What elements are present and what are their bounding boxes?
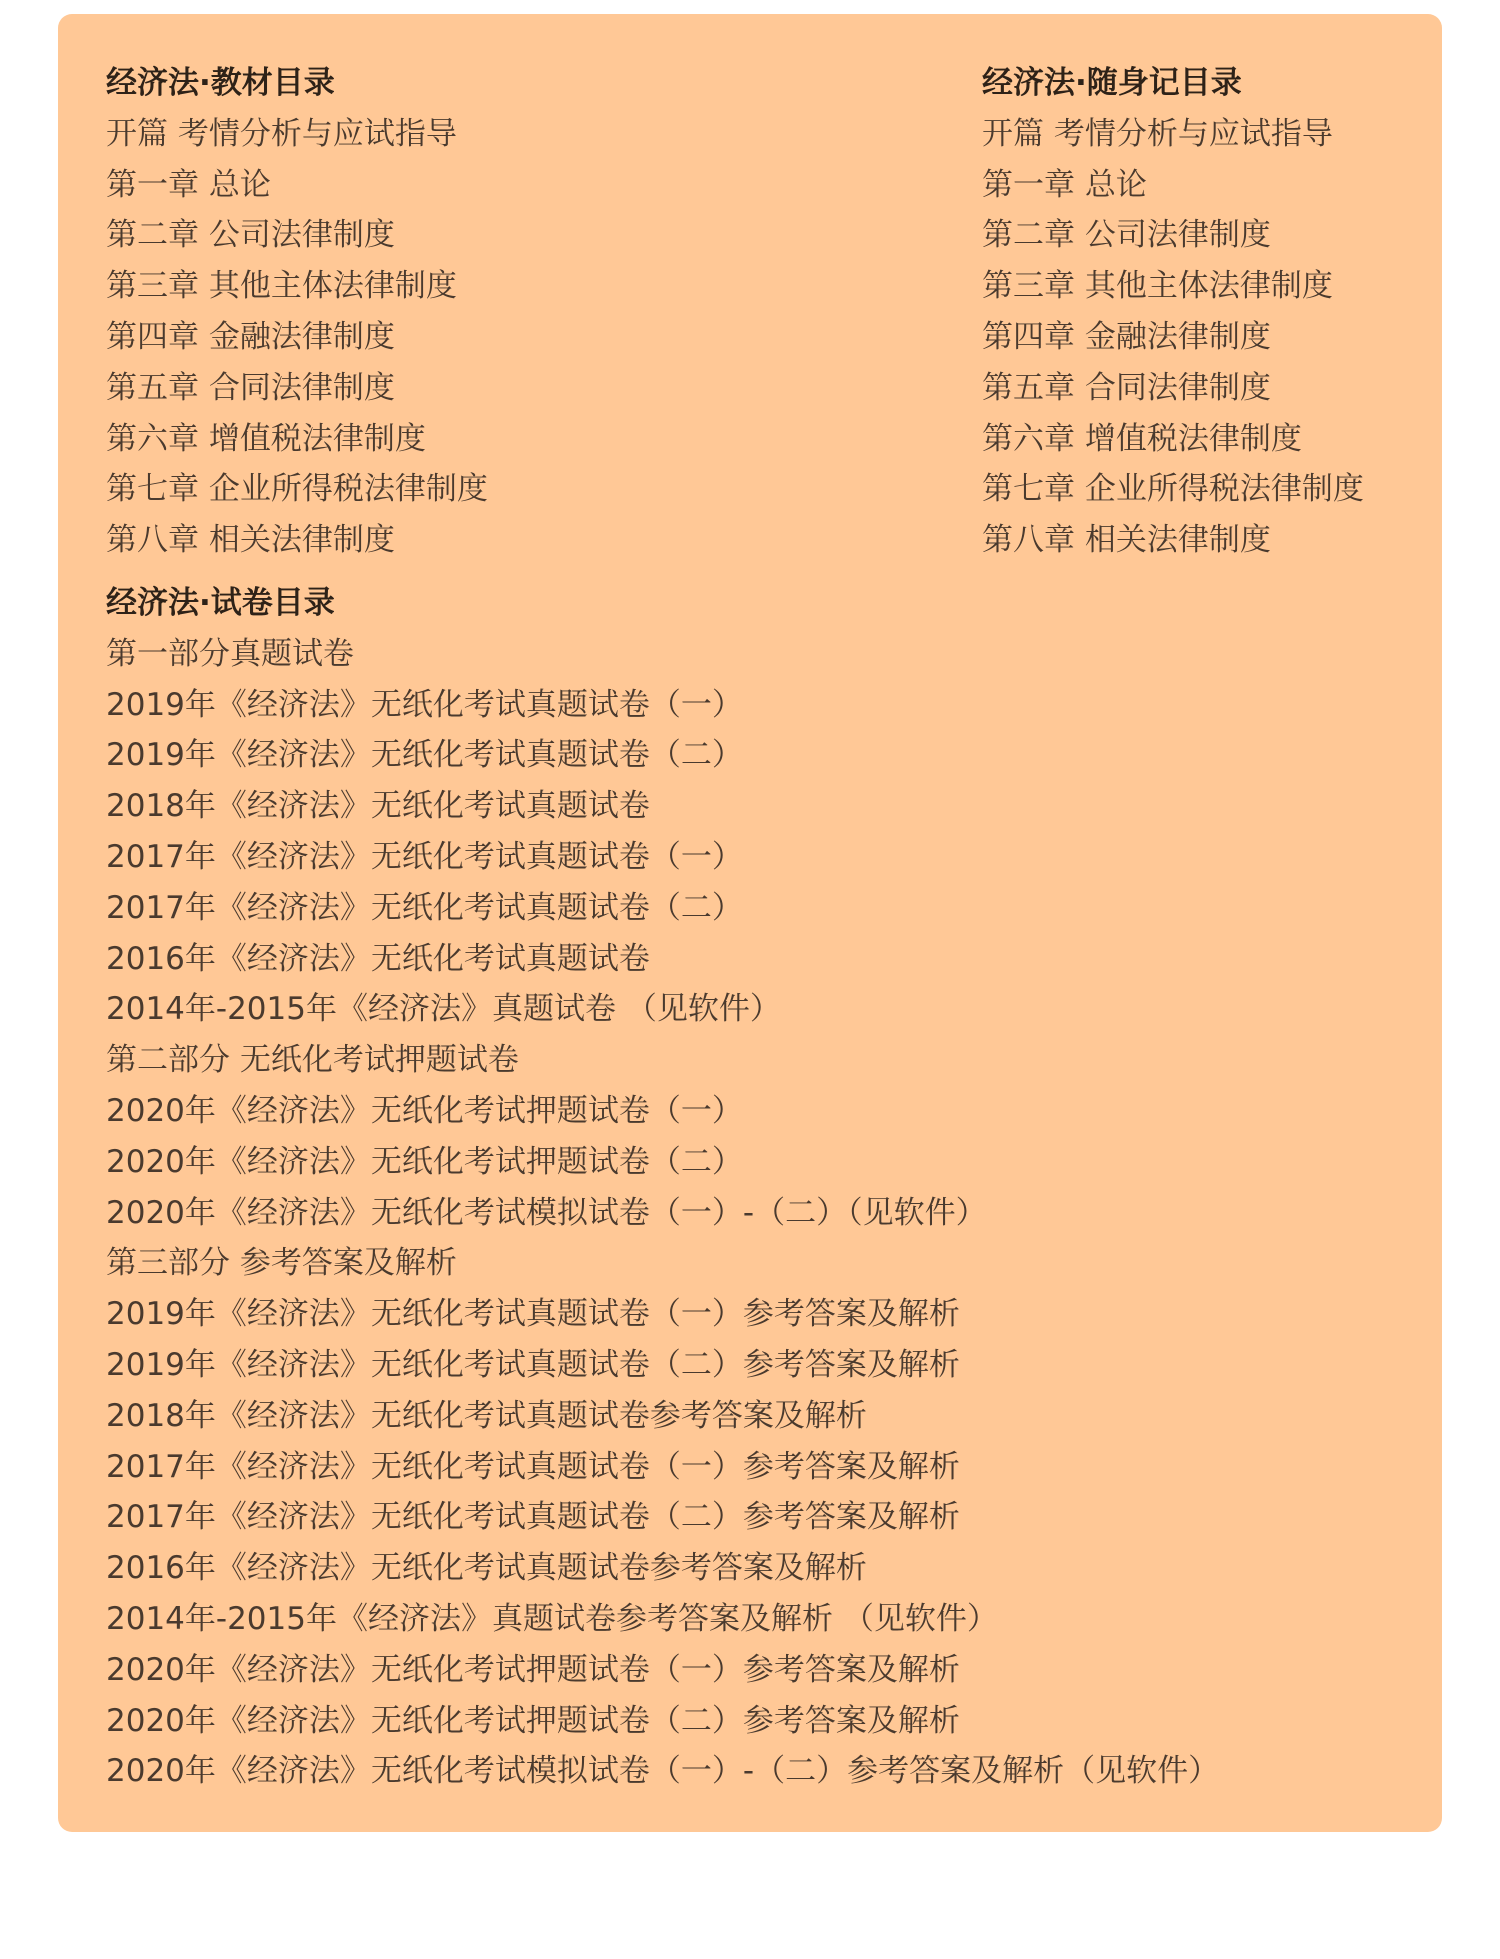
textbook-toc-item: 第四章 金融法律制度 [106, 318, 395, 355]
pocket-toc-item: 第二章 公司法律制度 [982, 217, 1271, 254]
papers-toc-item: 2019年《经济法》无纸化考试真题试卷（二） [106, 737, 743, 774]
papers-toc-item: 2019年《经济法》无纸化考试真题试卷（一）参考答案及解析 [106, 1296, 960, 1333]
textbook-toc-title: 经济法·教材目录 [106, 65, 335, 101]
papers-toc-item: 2017年《经济法》无纸化考试真题试卷（二）参考答案及解析 [106, 1499, 960, 1536]
pocket-toc-item: 第三章 其他主体法律制度 [982, 268, 1333, 305]
papers-toc-item: 2017年《经济法》无纸化考试真题试卷（二） [106, 889, 743, 926]
papers-toc-item: 2020年《经济法》无纸化考试押题试卷（二） [106, 1143, 743, 1180]
papers-toc-item: 2018年《经济法》无纸化考试真题试卷 [106, 788, 650, 825]
textbook-toc-item: 第二章 公司法律制度 [106, 217, 395, 254]
textbook-toc-item: 第七章 企业所得税法律制度 [106, 471, 488, 508]
papers-toc-item: 2020年《经济法》无纸化考试押题试卷（一）参考答案及解析 [106, 1651, 960, 1688]
papers-toc-item: 第一部分真题试卷 [106, 635, 354, 672]
pocket-toc-item: 开篇 考情分析与应试指导 [982, 115, 1333, 152]
papers-toc-item: 第三部分 参考答案及解析 [106, 1245, 457, 1282]
papers-toc-title: 经济法·试卷目录 [106, 584, 335, 621]
papers-toc-item: 第二部分 无纸化考试押题试卷 [106, 1042, 519, 1079]
textbook-toc-item: 开篇 考情分析与应试指导 [106, 115, 457, 152]
pocket-toc-item: 第六章 增值税法律制度 [982, 420, 1302, 457]
papers-toc-item: 2020年《经济法》无纸化考试模拟试卷（一）-（二）参考答案及解析（见软件） [106, 1753, 1220, 1790]
papers-toc-item: 2017年《经济法》无纸化考试真题试卷（一） [106, 838, 743, 875]
textbook-toc-item: 第一章 总论 [106, 166, 271, 203]
papers-toc-item: 2020年《经济法》无纸化考试押题试卷（二）参考答案及解析 [106, 1702, 960, 1739]
textbook-toc-item: 第六章 增值税法律制度 [106, 420, 426, 457]
pocket-toc-item: 第七章 企业所得税法律制度 [982, 471, 1364, 508]
textbook-toc-item: 第五章 合同法律制度 [106, 369, 395, 406]
pocket-toc-item: 第八章 相关法律制度 [982, 522, 1271, 559]
toc-card [58, 14, 1442, 1832]
pocket-toc-item: 第四章 金融法律制度 [982, 318, 1271, 355]
papers-toc-item: 2020年《经济法》无纸化考试模拟试卷（一）-（二）（见软件） [106, 1194, 987, 1231]
papers-toc-item: 2014年-2015年《经济法》真题试卷 （见软件） [106, 991, 781, 1028]
papers-toc-item: 2016年《经济法》无纸化考试真题试卷 [106, 940, 650, 977]
papers-toc-item: 2019年《经济法》无纸化考试真题试卷（一） [106, 686, 743, 723]
textbook-toc-item: 第三章 其他主体法律制度 [106, 268, 457, 305]
pocket-toc-item: 第一章 总论 [982, 166, 1147, 203]
papers-toc-item: 2020年《经济法》无纸化考试押题试卷（一） [106, 1092, 743, 1129]
textbook-toc-item: 第八章 相关法律制度 [106, 522, 395, 559]
papers-toc-item: 2017年《经济法》无纸化考试真题试卷（一）参考答案及解析 [106, 1448, 960, 1485]
papers-toc-item: 2019年《经济法》无纸化考试真题试卷（二）参考答案及解析 [106, 1346, 960, 1383]
right-column [982, 58, 1422, 566]
pocket-toc-title: 经济法·随身记目录 [982, 65, 1242, 101]
papers-toc-item: 2014年-2015年《经济法》真题试卷参考答案及解析 （见软件） [106, 1600, 998, 1637]
papers-toc-item: 2016年《经济法》无纸化考试真题试卷参考答案及解析 [106, 1550, 867, 1587]
papers-toc-item: 2018年《经济法》无纸化考试真题试卷参考答案及解析 [106, 1397, 867, 1434]
section-gap [106, 566, 926, 578]
pocket-toc-item: 第五章 合同法律制度 [982, 369, 1271, 406]
